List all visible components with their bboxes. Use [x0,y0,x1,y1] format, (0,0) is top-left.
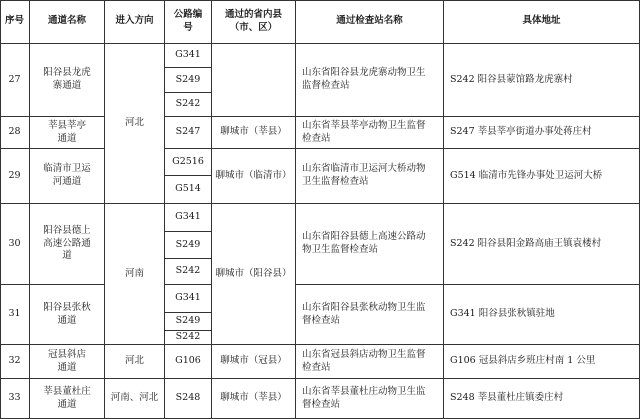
row-30-seq: 30 [0,204,30,285]
row-28-station: 山东省莘县莘亭动物卫生监督 检查站 [296,117,444,149]
county-yanggu-merged: 聊城市（阳谷县） [212,204,296,345]
row-30-road-1: G341 [165,204,212,232]
header-road: 公路编 号 [165,0,212,44]
row-29-road-2: G514 [165,176,212,204]
row-33-county: 聊城市（莘县） [212,379,296,419]
row-30-channel: 阳谷县德上 高速公路通 道 [30,204,105,285]
row-27-road-2: S249 [165,68,212,93]
row-33-direction: 河南、河北 [105,379,165,419]
row-31-address: G341 阳谷县张秋镇驻地 [444,285,640,345]
row-29-station: 山东省临清市卫运河大桥动物 卫生监督检查站 [296,149,444,204]
row-32-channel: 冠县斜店 通道 [30,345,105,379]
row-28-road-1: S247 [165,117,212,149]
row-28-seq: 28 [0,117,30,149]
row-32-address: G106 冠县斜店乡班庄村南 1 公里 [444,345,640,379]
row-29-address: G514 临清市先锋办事处卫运河大桥 [444,149,640,204]
row-27-road-1: G341 [165,44,212,68]
row-31-road-1: G341 [165,285,212,313]
row-31-channel: 阳谷县张秋 通道 [30,285,105,345]
row-32-county: 聊城市（冠县） [212,345,296,379]
row-27-road-3: S242 [165,93,212,117]
row-31-seq: 31 [0,285,30,345]
row-29-county: 聊城市（临清市） [212,149,296,204]
row-32-direction: 河北 [105,345,165,379]
row-27-channel: 阳谷县龙虎 寨通道 [30,44,105,117]
row-33-channel: 莘县董杜庄 通道 [30,379,105,419]
row-32-seq: 32 [0,345,30,379]
row-27-county-empty [212,44,296,117]
header-county: 通过的省内县 （市、区） [212,0,296,44]
header-station: 通过检查站名称 [296,0,444,44]
row-31-station: 山东省阳谷县张秋动物卫生监 督检查站 [296,285,444,345]
direction-hebei-merged: 河北 [105,44,165,204]
header-seq: 序号 [0,0,30,44]
row-29-road-1: G2516 [165,149,212,176]
direction-henan-merged: 河南 [105,204,165,345]
row-29-channel: 临清市卫运 河通道 [30,149,105,204]
row-33-station: 山东省莘县董杜庄动物卫生监 督检查站 [296,379,444,419]
row-28-channel: 莘县莘亭 通道 [30,117,105,149]
header-channel: 通道名称 [30,0,105,44]
row-32-station: 山东省冠县斜店动物卫生监督 检查站 [296,345,444,379]
row-30-address: S242 阳谷县阳金路高庙王镇袁楼村 [444,204,640,285]
header-direction: 进入方向 [105,0,165,44]
row-30-road-2: S249 [165,232,212,259]
row-30-station: 山东省阳谷县德上高速公路动 物卫生监督检查站 [296,204,444,285]
row-33-road-1: S248 [165,379,212,419]
row-33-seq: 33 [0,379,30,419]
row-27-station: 山东省阳谷县龙虎寨动物卫生 监督检查站 [296,44,444,117]
header-address: 具体地址 [444,0,640,44]
row-31-road-3: S242 [165,331,212,345]
row-28-address: S247 莘县莘亭街道办事处蒋庄村 [444,117,640,149]
row-28-county: 聊城市（莘县） [212,117,296,149]
row-27-address: S242 阳谷县蒙馆路龙虎寨村 [444,44,640,117]
row-30-road-3: S242 [165,259,212,285]
row-27-seq: 27 [0,44,30,117]
row-33-address: S248 莘县董杜庄镇委庄村 [444,379,640,419]
row-32-road-1: G106 [165,345,212,379]
row-29-seq: 29 [0,149,30,204]
row-31-road-2: S249 [165,313,212,331]
